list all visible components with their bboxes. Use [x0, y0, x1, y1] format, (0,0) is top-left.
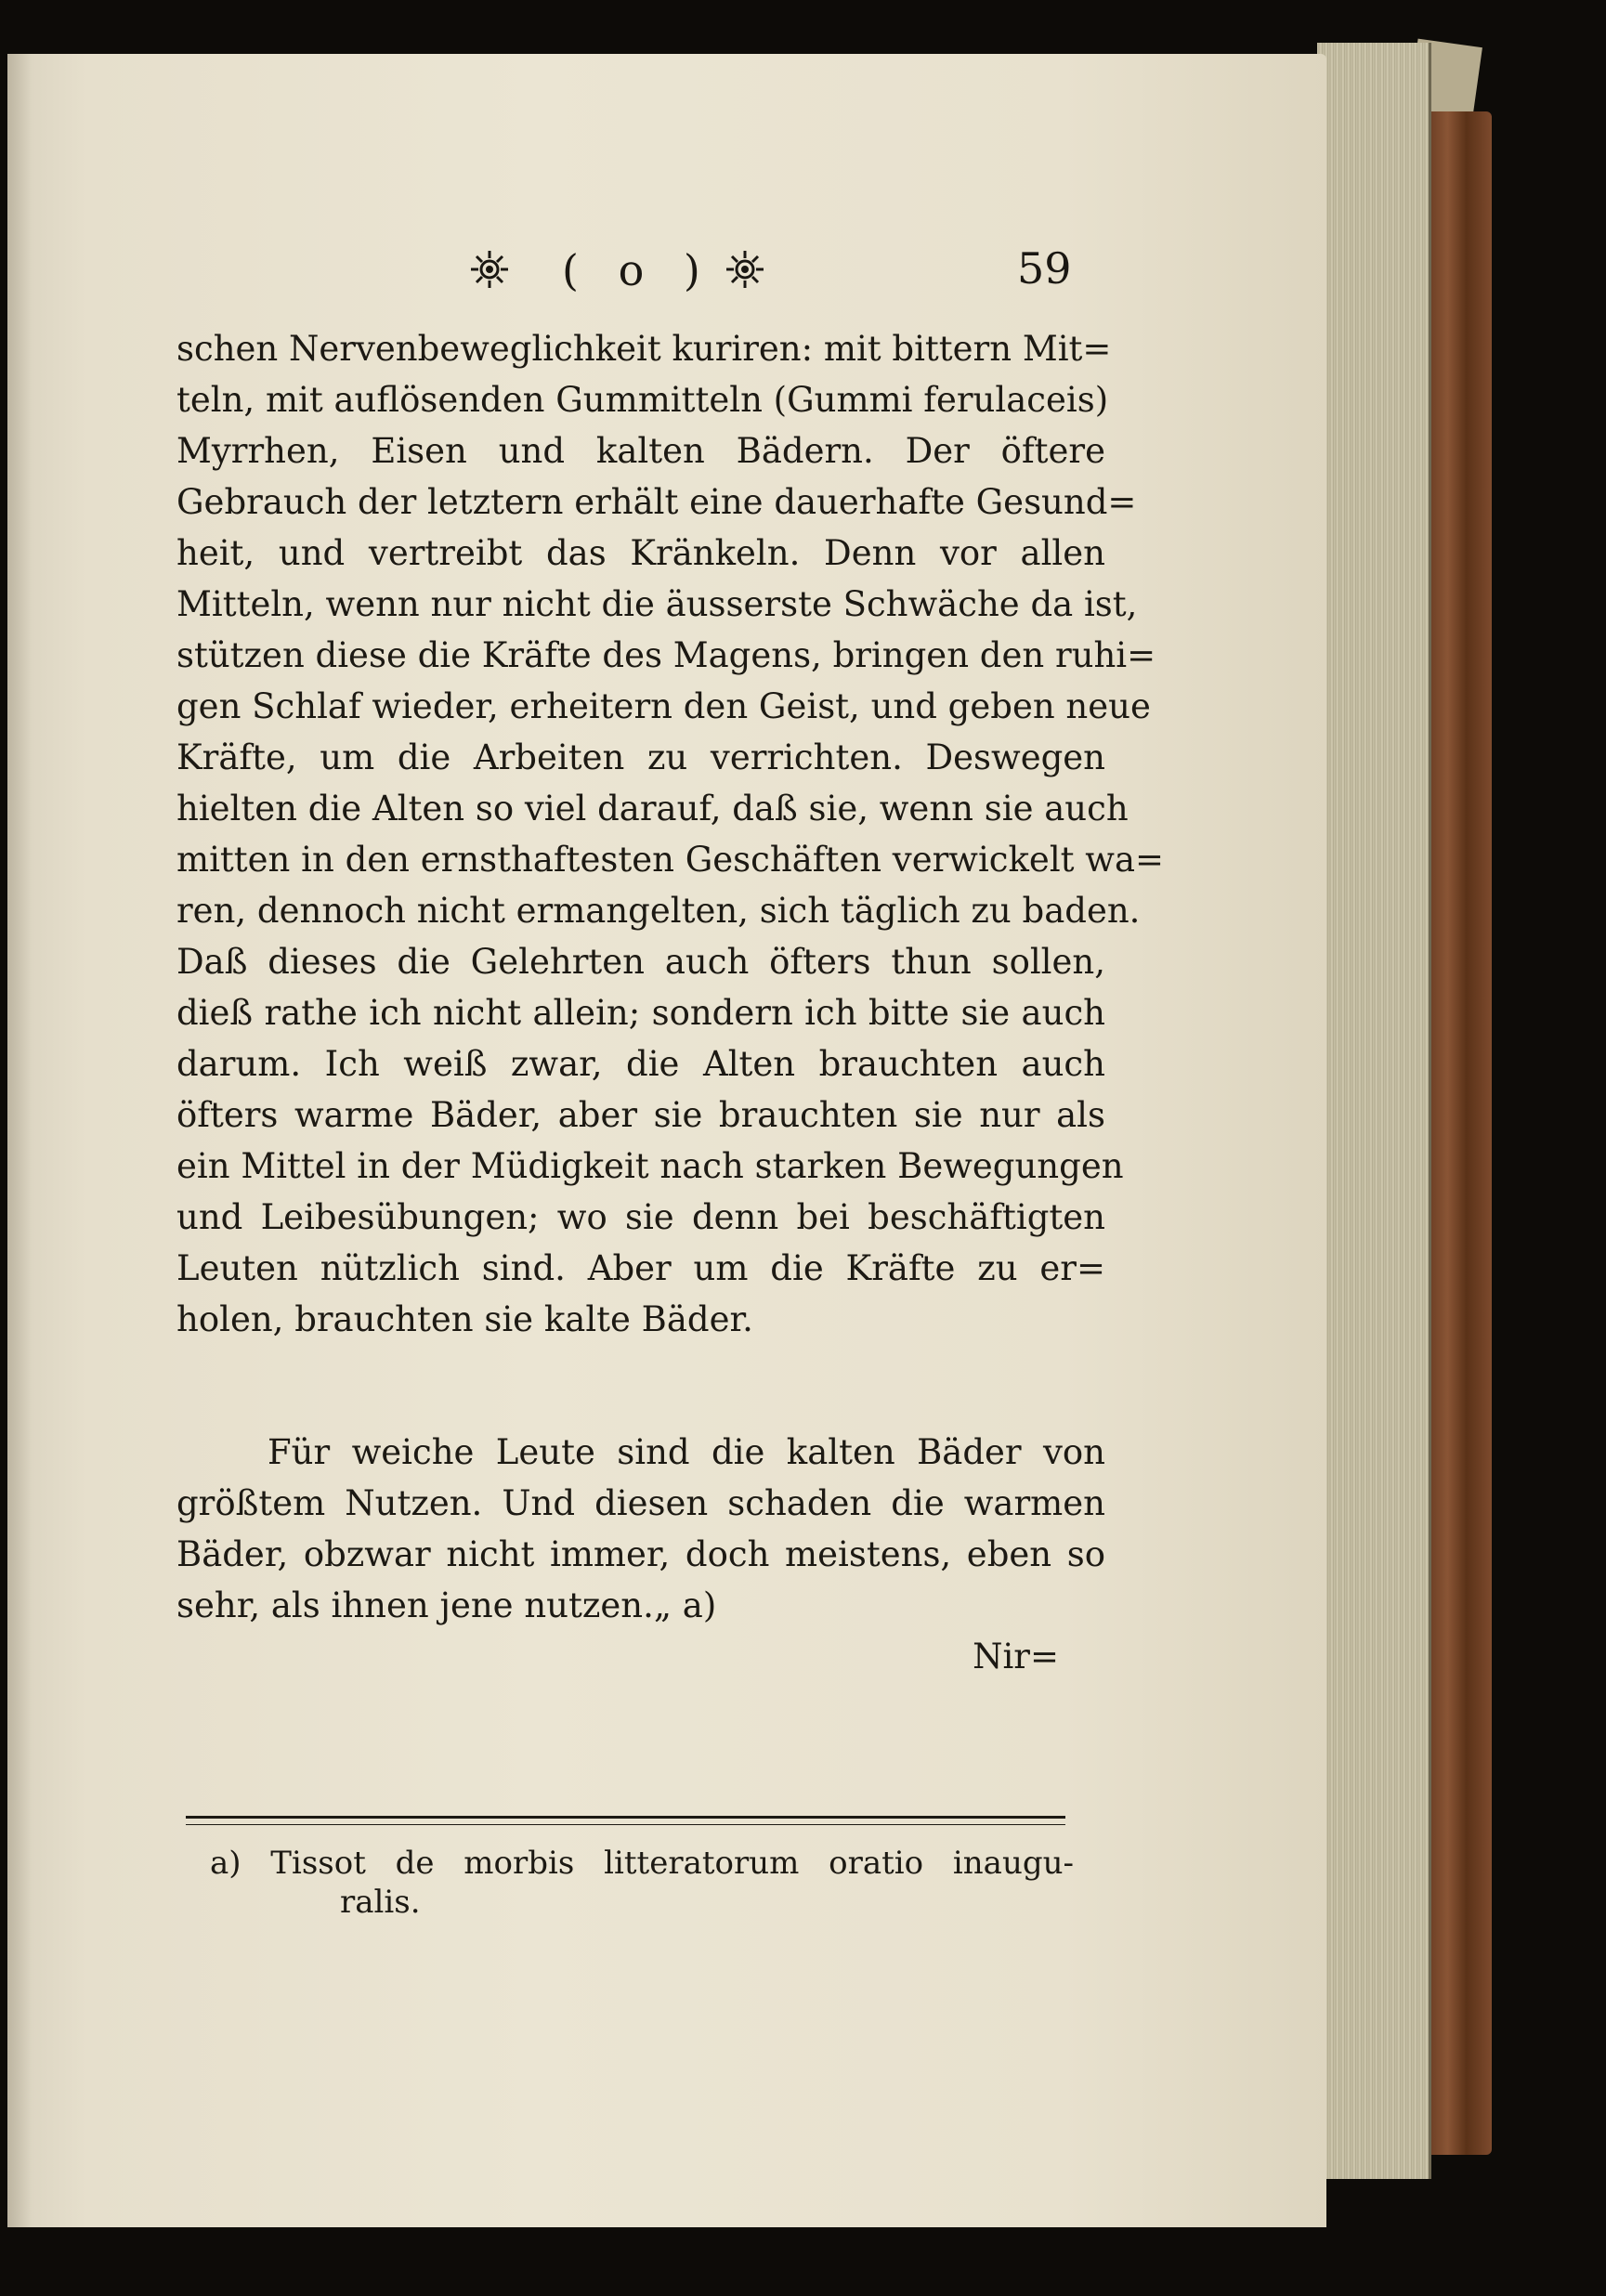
text-line: ein Mittel in der Müdigkeit nach starken Bewegungen	[176, 1146, 1124, 1186]
page-fore-edge	[1317, 43, 1431, 2179]
text-line: ren, dennoch nicht ermangelten, sich täglich zu baden.	[176, 891, 1141, 931]
paragraph-gap	[176, 1345, 1105, 1427]
sunburst-ornament-icon	[725, 249, 765, 290]
text-line: schen Nervenbeweglichkeit kuriren: mit bittern Mit=	[176, 329, 1112, 369]
sunburst-ornament-icon	[469, 249, 510, 290]
running-header	[469, 243, 1119, 305]
text-line: sehr, als ihnen jene nutzen.„ a)	[176, 1585, 717, 1625]
text-line: stützen diese die Kräfte des Magens, bringen den ruhi=	[176, 635, 1156, 675]
text-line: heit, und vertreibt das Kränkeln. Denn vor allen	[176, 533, 1105, 573]
text-line: dieß rathe ich nicht allein; sondern ich bitte sie auch	[176, 993, 1105, 1033]
book-cover-edge	[1429, 111, 1492, 2155]
gutter-shadow	[7, 54, 32, 2227]
text-line: Myrrhen, Eisen und kalten Bädern. Der öftere	[176, 431, 1105, 471]
text-line: gen Schlaf wieder, erheitern den Geist, und geben neue	[176, 686, 1151, 726]
catchword: Nir=	[973, 1637, 1059, 1676]
footnote-line: a) Tissot de morbis litteratorum oratio inaugu-	[210, 1845, 1074, 1882]
footnote	[210, 1844, 1074, 1922]
text-line: öfters warme Bäder, aber sie brauchten sie nur als	[176, 1095, 1105, 1135]
text-line: Bäder, obzwar nicht immer, doch meistens, eben so	[176, 1534, 1105, 1574]
text-line: Daß dieses die Gelehrten auch öfters thun sollen,	[176, 942, 1105, 982]
text-line: größtem Nutzen. Und diesen schaden die warmen	[176, 1483, 1105, 1523]
text-line: hielten die Alten so viel darauf, daß sie, wenn sie auch	[176, 789, 1129, 828]
text-line: darum. Ich weiß zwar, die Alten brauchten auch	[176, 1044, 1105, 1084]
text-line: Gebrauch der letztern erhält eine dauerhafte Gesund=	[176, 482, 1137, 522]
header-center-mark: ( o )	[562, 245, 713, 295]
footnote-line: ralis.	[340, 1884, 421, 1921]
text-line: und Leibesübungen; wo sie denn bei beschäftigten	[176, 1197, 1105, 1237]
footnote-rule	[186, 1816, 1065, 1825]
text-line: teln, mit auflösenden Gummitteln (Gummi ferulaceis)	[176, 380, 1109, 420]
text-line: Leuten nützlich sind. Aber um die Kräfte zu er=	[176, 1248, 1105, 1288]
body-text	[176, 323, 1165, 1682]
text-line: mitten in den ernsthaftesten Geschäften verwickelt wa=	[176, 840, 1165, 880]
text-line: Für weiche Leute sind die kalten Bäder von	[268, 1432, 1105, 1472]
text-line: Kräfte, um die Arbeiten zu verrichten. Deswegen	[176, 737, 1105, 777]
text-line: Mitteln, wenn nur nicht die äusserste Schwäche da ist,	[176, 584, 1138, 624]
page-number: 59	[1017, 243, 1072, 294]
text-line: holen, brauchten sie kalte Bäder.	[176, 1299, 753, 1339]
